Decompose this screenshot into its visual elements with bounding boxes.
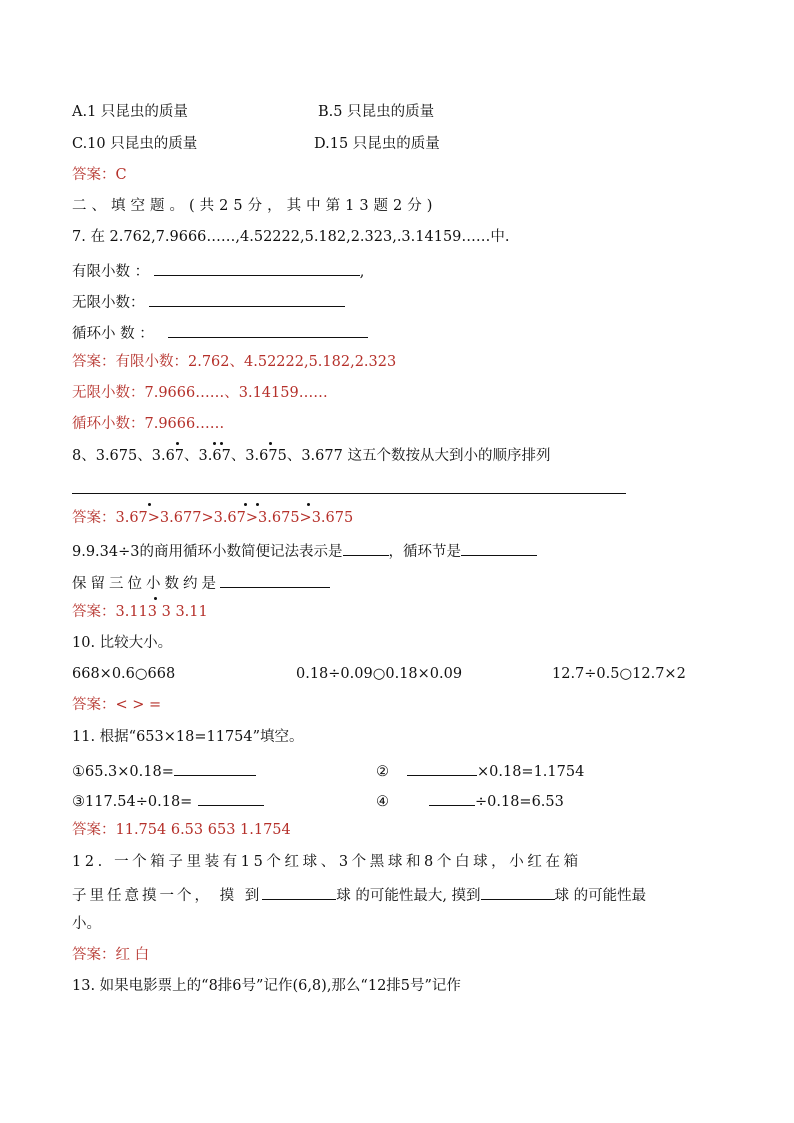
q7-repeating-row bbox=[72, 322, 368, 343]
q12-line-2 bbox=[72, 884, 646, 905]
q12-text: 子里任意摸一个， 摸 到 bbox=[72, 888, 263, 904]
q12-text: 球 的可能性最 bbox=[554, 888, 647, 904]
q8-stem-part: 7 bbox=[268, 448, 278, 464]
q11-blank-3[interactable] bbox=[198, 790, 264, 806]
q9-stem-part: 9.9.34÷3的商用循环小数简便记法表示是 bbox=[72, 544, 343, 560]
repeat-dot bbox=[148, 503, 151, 506]
q8-stem-part: 、3.6 bbox=[230, 448, 269, 464]
q8-answer-blank[interactable] bbox=[72, 493, 626, 494]
q11-item-text: ×0.18=1.1754 bbox=[477, 764, 585, 780]
q7-answer-2: 无限小数：7.9666……、3.14159…… bbox=[72, 385, 328, 401]
q9-stem-line2 bbox=[72, 572, 330, 593]
q10-expr-2: 0.18÷0.09○0.18×0.09 bbox=[296, 666, 463, 682]
repeat-dot bbox=[176, 442, 179, 445]
section-title: 二、填空题。(共25分，其中第13题2分) bbox=[72, 198, 438, 214]
q11-blank-1[interactable] bbox=[174, 760, 256, 776]
q9-blank-1[interactable] bbox=[343, 540, 389, 556]
q9-stem-part: ，循环节是 bbox=[388, 544, 461, 560]
q8-answer: 答案：3.67>3.677>3.67>3.675>3.675 bbox=[72, 510, 354, 526]
q11-item-1 bbox=[72, 760, 256, 781]
option-b: B.5 只昆虫的质量 bbox=[318, 104, 435, 120]
q11-item-2 bbox=[376, 760, 584, 781]
repeat-dot bbox=[269, 442, 272, 445]
q9-stem-part: 保留三位小数约是 bbox=[72, 576, 220, 592]
finite-blank[interactable] bbox=[154, 260, 360, 276]
q12-blank-2[interactable] bbox=[481, 884, 555, 900]
q12-line-1: 12. 一个箱子里装有15个红球、3个黑球和8个白球，小红在箱 bbox=[72, 854, 582, 870]
q9-blank-2[interactable] bbox=[461, 540, 537, 556]
q9-stem-line1 bbox=[72, 540, 537, 561]
q8-stem-part: 8、3.675、3.6 bbox=[72, 448, 175, 464]
q10-expr-3: 12.7÷0.5○12.7×2 bbox=[552, 666, 686, 682]
q12-text: 球 的可能性最大, 摸到 bbox=[336, 888, 481, 904]
repeating-digit bbox=[175, 447, 213, 465]
q7-answer-1: 答案：有限小数：2.762、4.52222,5.182,2.323 bbox=[72, 354, 397, 370]
repeat-dot bbox=[307, 503, 310, 506]
q11-item-text: ④ bbox=[376, 794, 389, 810]
repeating-label: 循环小 数 ： bbox=[72, 326, 154, 342]
repeat-dot bbox=[244, 503, 247, 506]
q9-answer: 答案：3.113 3 3.11 bbox=[72, 604, 208, 620]
q10-title: 10. 比较大小。 bbox=[72, 635, 173, 651]
q8-stem-part: 67 bbox=[212, 448, 231, 464]
q12-answer: 答案：红 白 bbox=[72, 947, 150, 963]
q7-stem: 7. 在 2.762,7.9666……,4.52222,5.182,2.323,.3.14159……中. bbox=[72, 229, 510, 245]
q11-item-text: ①65.3×0.18= bbox=[72, 764, 174, 780]
repeat-dot bbox=[256, 503, 259, 506]
q10-expr-1: 668×0.6○668 bbox=[72, 666, 176, 682]
q7-answer-3: 循环小数：7.9666…… bbox=[72, 416, 225, 432]
q10-answer: 答案：< > = bbox=[72, 697, 162, 713]
q7-infinite-row bbox=[72, 291, 345, 312]
repeating-blank[interactable] bbox=[168, 322, 368, 338]
q7-finite-row bbox=[72, 260, 364, 281]
q8-stem-part: 7、3. bbox=[174, 448, 213, 464]
q11-item-text: ÷0.18=6.53 bbox=[475, 794, 564, 810]
repeat-dot bbox=[154, 597, 157, 600]
q11-title: 11. 根据“653×18=11754”填空。 bbox=[72, 729, 304, 745]
option-c: C.10 只昆虫的质量 bbox=[72, 136, 198, 152]
q13-stem: 13. 如果电影票上的“8排6号”记作(6,8),那么“12排5号”记作 bbox=[72, 978, 461, 994]
q11-blank-4[interactable] bbox=[429, 790, 475, 806]
q9-blank-3[interactable] bbox=[220, 572, 330, 588]
q8-stem bbox=[72, 447, 550, 465]
q11-item-3 bbox=[72, 790, 264, 811]
option-a: A.1 只昆虫的质量 bbox=[72, 104, 188, 120]
repeat-dot bbox=[220, 442, 223, 445]
finite-label: 有限小数 ： bbox=[72, 264, 150, 280]
finite-comma: , bbox=[359, 264, 365, 280]
infinite-label: 无限小数： bbox=[72, 295, 145, 311]
q6-answer: 答案：C bbox=[72, 167, 127, 183]
repeat-dot bbox=[213, 442, 216, 445]
q11-item-text: ③117.54÷0.18= bbox=[72, 794, 193, 810]
infinite-blank[interactable] bbox=[149, 291, 345, 307]
q12-line-3: 小。 bbox=[72, 916, 101, 932]
q12-blank-1[interactable] bbox=[262, 884, 336, 900]
q11-item-text: ② bbox=[376, 764, 389, 780]
q11-blank-2[interactable] bbox=[407, 760, 477, 776]
repeating-digit bbox=[268, 447, 277, 465]
q8-stem-part: 5、3.677 这五个数按从大到小的顺序排列 bbox=[277, 448, 551, 464]
repeating-digits bbox=[212, 447, 230, 465]
option-d: D.15 只昆虫的质量 bbox=[314, 136, 440, 152]
q11-item-4 bbox=[376, 790, 564, 811]
q11-answer: 答案：11.754 6.53 653 1.1754 bbox=[72, 822, 291, 838]
